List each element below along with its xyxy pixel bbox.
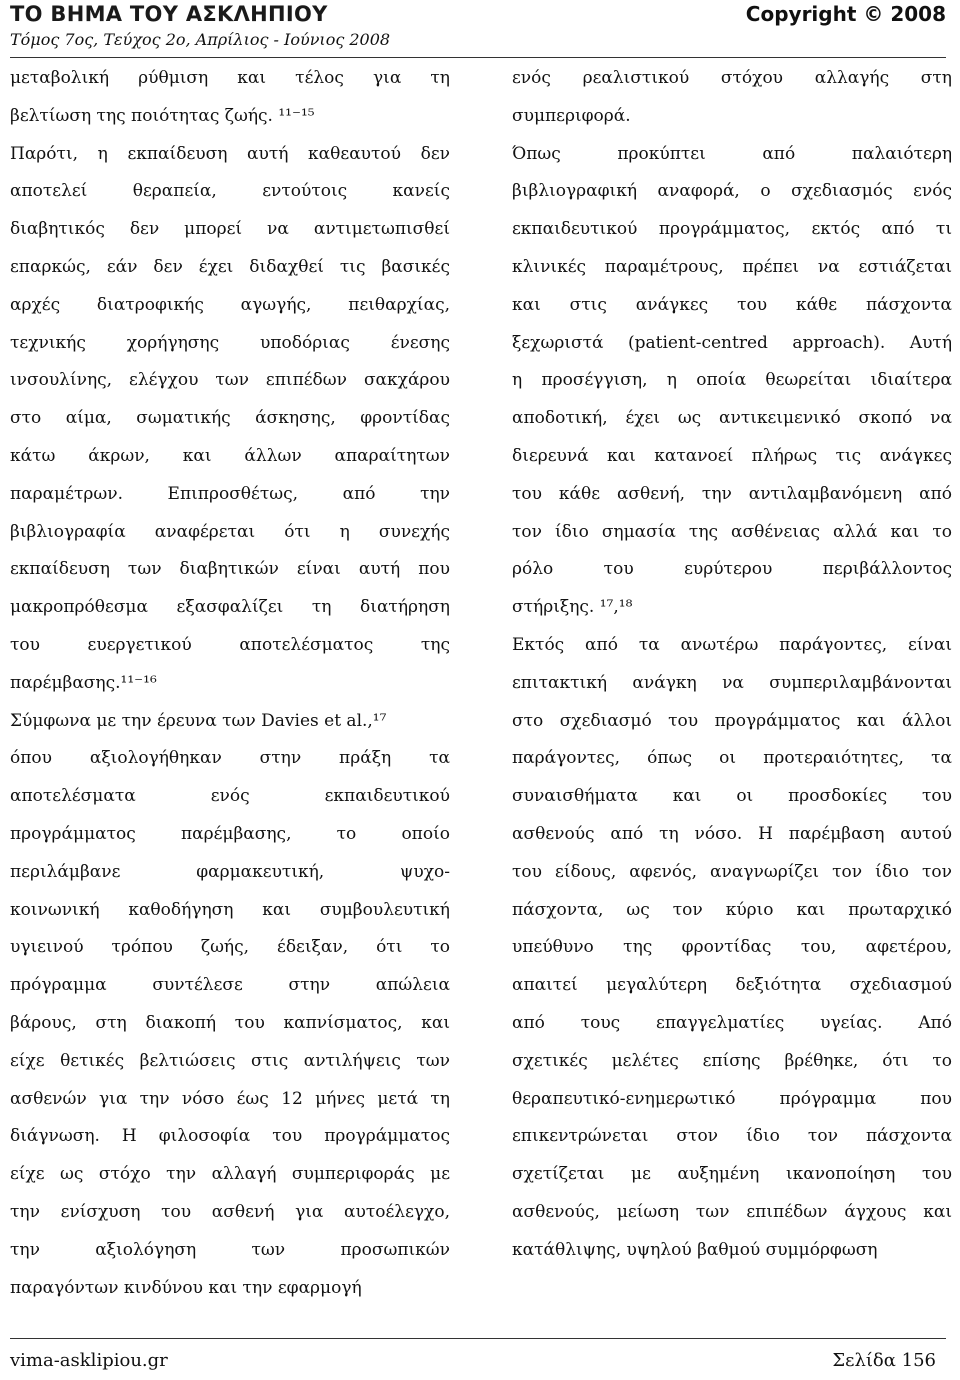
text-line: την ενίσχυση του ασθενή για αυτοέλεγχο,	[10, 1201, 450, 1222]
text-line: ενός ρεαλιστικού στόχου αλλαγής στη	[512, 68, 952, 88]
text-line: του ευεργετικού αποτελέσματος της	[10, 634, 450, 655]
right-text-column	[512, 60, 952, 1270]
text-line: ασθενών για την νόσο έως 12 μήνες μετά τη	[10, 1088, 450, 1109]
text-line: παραγόντων κινδύνου και την εφαρμογή	[10, 1277, 362, 1298]
website-url: vima-asklipiou.gr	[10, 1350, 168, 1371]
text-line: βάρους, στη διακοπή του καπνίσματος, και	[10, 1012, 450, 1033]
text-line: του κάθε ασθενή, την αντιλαμβανόμενη από	[512, 483, 952, 504]
text-line: ρόλο του ευρύτερου περιβάλλοντος	[512, 559, 952, 580]
text-line: η προσέγγιση, η οποία θεωρείται ιδιαίτερα	[512, 370, 952, 391]
text-line: βιβλιογραφία αναφέρεται ότι η συνεχής	[10, 521, 450, 542]
text-line: βελτίωση της ποιότητας ζωής. ¹¹⁻¹⁵	[10, 105, 315, 126]
text-line: όπου αξιολογήθηκαν στην πράξη τα	[10, 748, 450, 769]
text-line: Παρότι, η εκπαίδευση αυτή καθεαυτού δεν	[10, 143, 450, 164]
text-line: είχε ως στόχο την αλλαγή συμπεριφοράς με	[10, 1164, 450, 1185]
page-header	[10, 0, 946, 60]
text-line: επιτακτική ανάγκη να συμπεριλαμβάνονται	[512, 672, 952, 693]
text-line: τον ίδιο σημασία της ασθένειας αλλά και το	[512, 521, 952, 542]
text-line: κάτω άκρων, και άλλων απαραίτητων	[10, 445, 450, 466]
text-line: αποτελεί θεραπεία, εντούτοις κανείς	[10, 181, 450, 202]
text-line: και στις ανάγκες του κάθε πάσχοντα	[512, 294, 952, 315]
text-line: στο αίμα, σωματικής άσκησης, φροντίδας	[10, 408, 450, 429]
text-line: μεταβολική ρύθμιση και τέλος για τη	[10, 68, 450, 88]
text-line: εκπαιδευτικού προγράμματος, εκτός από τι	[512, 219, 952, 240]
text-line: σχετικές μελέτες επίσης βρέθηκε, ότι το	[512, 1050, 952, 1071]
text-line: ξεχωριστά (patient-centred approach). Αυτή	[512, 332, 952, 353]
text-line: κλινικές παραμέτρους, πρέπει να εστιάζεται	[512, 256, 952, 277]
text-line: παραμέτρων. Επιπροσθέτως, από την	[10, 483, 450, 504]
text-line: βιβλιογραφική αναφορά, ο σχεδιασμός ενός	[512, 181, 952, 202]
text-line: επαρκώς, εάν δεν έχει διδαχθεί τις βασικές	[10, 256, 450, 277]
text-line: Όπως προκύπτει από παλαιότερη	[512, 143, 952, 164]
text-line: συναισθήματα και οι προσδοκίες του	[512, 786, 952, 807]
text-line: πρόγραμμα συντέλεσε στην απώλεια	[10, 975, 450, 996]
text-line: σχετίζεται με αυξημένη ικανοποίηση του	[512, 1164, 952, 1185]
text-line: ινσουλίνης, ελέγχου των επιπέδων σακχάρου	[10, 370, 450, 391]
text-line: κατάθλιψης, υψηλού βαθμού συμμόρφωση	[512, 1239, 878, 1260]
text-line: πάσχοντα, ως τον κύριο και πρωταρχικό	[512, 899, 952, 920]
text-line: μακροπρόθεσμα εξασφαλίζει τη διατήρηση	[10, 597, 450, 618]
text-line: αποτελέσματα ενός εκπαιδευτικού	[10, 786, 450, 807]
text-line: υγιεινού τρόπου ζωής, έδειξαν, ότι το	[10, 937, 450, 958]
text-line: συμπεριφορά.	[512, 105, 631, 126]
text-line: την αξιολόγηση των προσωπικών	[10, 1239, 450, 1260]
text-line: διάγνωση. Η φιλοσοφία του προγράμματος	[10, 1126, 450, 1147]
footer-divider	[10, 1338, 946, 1339]
text-line: απαιτεί μεγαλύτερη δεξιότητα σχεδιασμού	[512, 975, 952, 996]
text-line: στήριξης. ¹⁷,¹⁸	[512, 597, 633, 618]
text-line: ασθενούς, μείωση των επιπέδων άγχους και	[512, 1201, 952, 1222]
text-line: επικεντρώνεται στον ίδιο τον πάσχοντα	[512, 1126, 952, 1147]
text-line: εκπαίδευση των διαβητικών είναι αυτή που	[10, 559, 450, 580]
text-line: είχε θετικές βελτιώσεις στις αντιλήψεις των	[10, 1050, 450, 1071]
text-line: αρχές διατροφικής αγωγής, πειθαρχίας,	[10, 294, 450, 315]
text-line: Σύμφωνα με την έρευνα των Davies et al.,¹⁷	[10, 710, 387, 731]
text-line: παρέμβασης.¹¹⁻¹⁶	[10, 672, 157, 693]
left-text-column	[10, 60, 450, 1307]
copyright-notice: Copyright © 2008	[745, 2, 946, 26]
text-line: διερευνά και κατανοεί πλήρως τις ανάγκες	[512, 445, 952, 466]
page-number: Σελίδα 156	[832, 1350, 936, 1371]
text-line: στο σχεδιασμό του προγράμματος και άλλοι	[512, 710, 952, 731]
text-line: αποδοτική, έχει ως αντικειμενικό σκοπό να	[512, 408, 952, 429]
text-line: υπεύθυνο της φροντίδας του, αφετέρου,	[512, 937, 952, 958]
text-line: Εκτός από τα ανωτέρω παράγοντες, είναι	[512, 634, 952, 655]
header-divider	[10, 57, 946, 58]
text-line: διαβητικός δεν μπορεί να αντιμετωπισθεί	[10, 219, 450, 240]
text-line: θεραπευτικό-ενημερωτικό πρόγραμμα που	[512, 1088, 952, 1109]
text-line: τεχνικής χορήγησης υποδόριας ένεσης	[10, 332, 450, 353]
text-line: περιλάμβανε φαρμακευτική, ψυχο-	[10, 861, 450, 882]
text-line: του είδους, αφενός, αναγνωρίζει τον ίδιο τον	[512, 861, 952, 882]
issue-info: Τόμος 7ος, Τεύχος 2ο, Απρίλιος - Ιούνιος 2008	[10, 30, 391, 49]
text-line: από τους επαγγελματίες υγείας. Από	[512, 1012, 952, 1033]
text-line: παράγοντες, όπως οι προτεραιότητες, τα	[512, 748, 952, 769]
text-line: προγράμματος παρέμβασης, το οποίο	[10, 823, 450, 844]
journal-title: ΤΟ ΒΗΜΑ ΤΟΥ ΑΣΚΛΗΠΙΟΥ	[10, 2, 328, 26]
text-line: κοινωνική καθοδήγηση και συμβουλευτική	[10, 899, 450, 920]
text-line: ασθενούς από τη νόσο. Η παρέμβαση αυτού	[512, 823, 952, 844]
